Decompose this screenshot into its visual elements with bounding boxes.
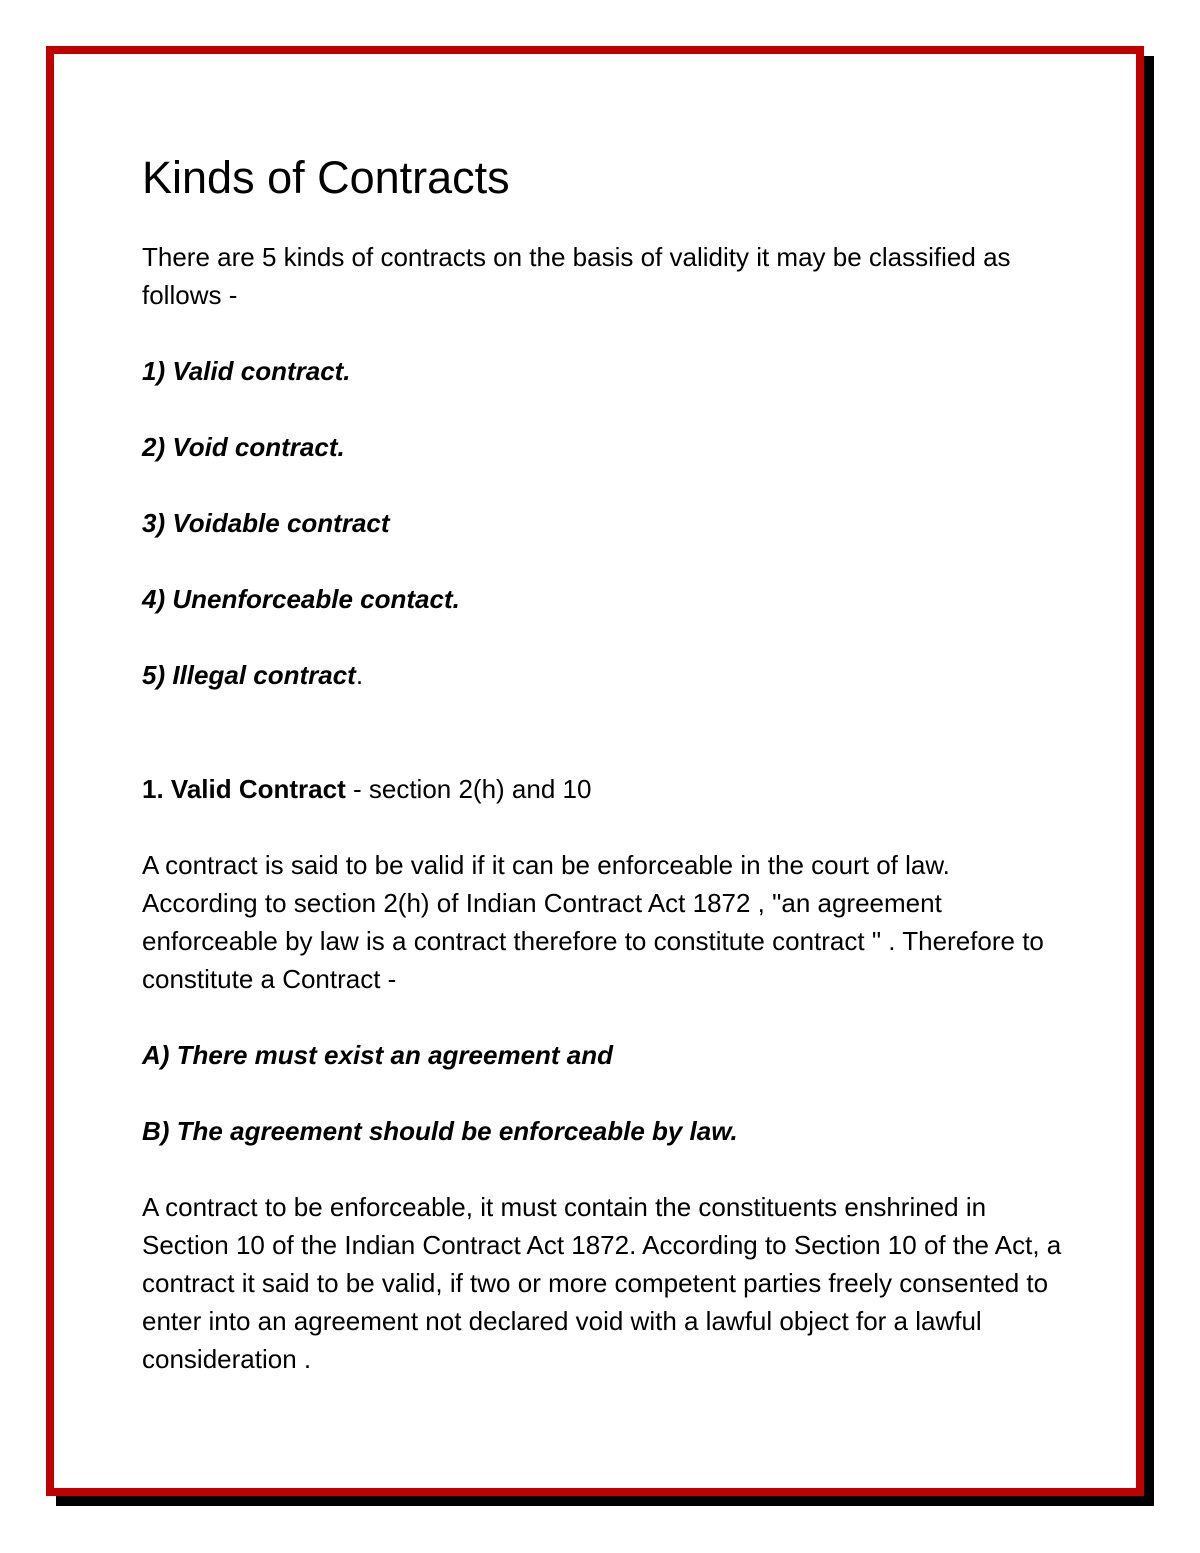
- kind-item-voidable: 3) Voidable contract: [142, 508, 390, 538]
- kind-item-illegal-label: 5) Illegal contract: [142, 660, 356, 690]
- page-title: Kinds of Contracts: [142, 152, 510, 203]
- condition-b: B) The agreement should be enforceable by law.: [142, 1116, 738, 1146]
- document-body: [142, 150, 1062, 1416]
- condition-a: A) There must exist an agreement and: [142, 1040, 614, 1070]
- section-heading: [142, 770, 1062, 808]
- kind-item-illegal-suffix: .: [355, 660, 364, 690]
- kind-item-unenforceable: 4) Unenforceable contact.: [142, 584, 460, 614]
- kind-item-void: 2) Void contract.: [142, 432, 345, 462]
- section-reference: - section 2(h) and 10: [345, 774, 592, 804]
- kind-item-illegal: [142, 656, 1062, 694]
- definition-paragraph: A contract is said to be valid if it can be enforceable in the court of law. According to section 2(h) of Indian Contract Act 1872 , "an agreement enforceable by law is a contract therefore to constitute contract " . Therefore to constitute a Contract -: [142, 850, 1044, 994]
- kind-item-valid: 1) Valid contract.: [142, 356, 351, 386]
- intro-paragraph: There are 5 kinds of contracts on the basis of validity it may be classified as follows -: [142, 242, 1011, 310]
- section-number: 1.: [142, 774, 164, 804]
- section10-paragraph: A contract to be enforceable, it must contain the constituents enshrined in Section 10 of the Indian Contract Act 1872. According to Section 10 of the Act, a contract it said to be valid, if two or more competent parties freely consented to enter into an agreement not declared void with a lawful object for a lawful consideration .: [142, 1192, 1062, 1374]
- section-name: Valid Contract: [170, 774, 346, 804]
